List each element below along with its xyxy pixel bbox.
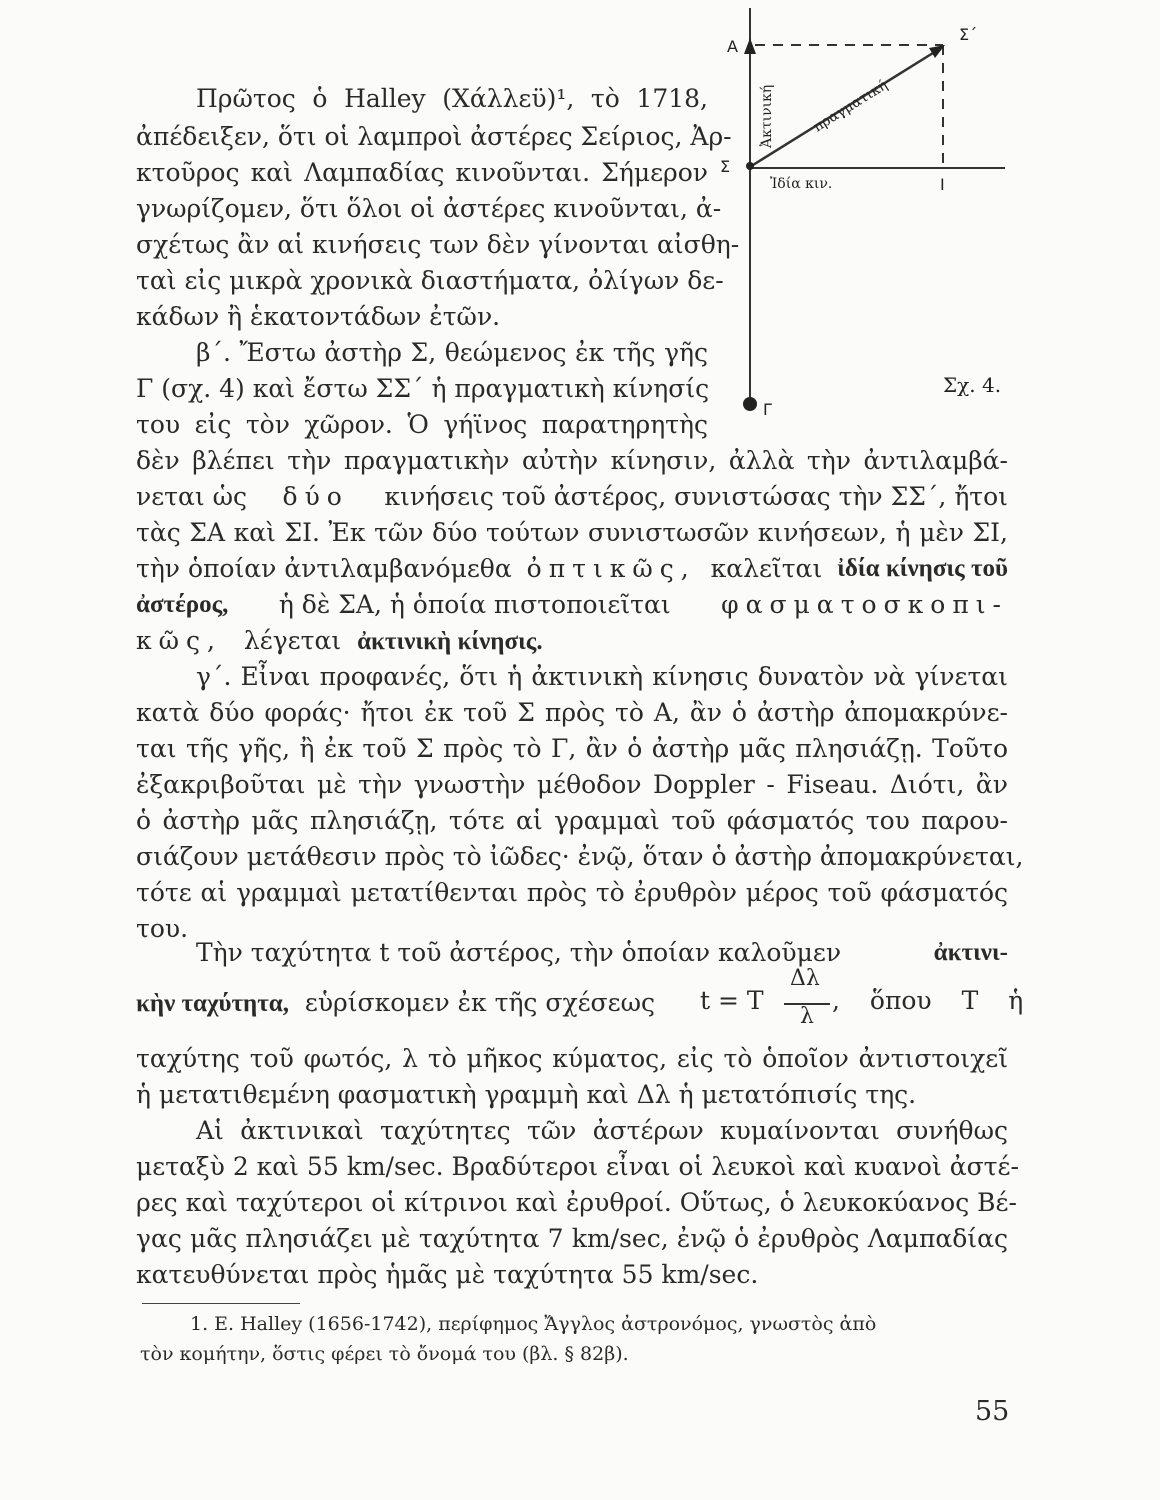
label-s-prime: Σ΄ <box>959 25 978 44</box>
p3-line-6: σιάζουν μετάθεσιν πρὸς τὸ ἰῶδες· ἐνῷ, ὅταν ὁ ἀστὴρ ἀπομακρύνεται, <box>136 842 1024 871</box>
p2-line-4: δὲν βλέπει τὴν πραγματικὴν αὐτὴν κίνησιν, ἀλλὰ τὴν ἀντιλαμβά- <box>136 446 1008 475</box>
p2-line-3: του εἰς τὸν χῶρον. Ὁ γήϊνος παρατηρητὴς <box>136 410 708 439</box>
earth-g-dot <box>743 397 757 411</box>
label-radial: Ἀκτινική <box>759 84 775 148</box>
arrow-head-radial <box>744 38 756 54</box>
p2-line-5-c: κινήσεις τοῦ ἀστέρος, συνιστώσας τὴν ΣΣ΄, ἤτοι <box>384 482 1008 511</box>
p3-line-3: ται τῆς γῆς, ἢ ἐκ τοῦ Σ πρὸς τὸ Γ, ἂν ὁ ἀστὴρ μᾶς πλησιάζῃ. Τοῦτο <box>136 734 1008 763</box>
label-real: πραγματική <box>810 77 891 136</box>
p3-line-2: κατὰ δύο φοράς· ἤτοι ἐκ τοῦ Σ πρὸς τὸ Α, ἂν ὁ ἀστὴρ ἀπομακρύνε- <box>136 698 1008 727</box>
p1-line-6: ταὶ εἰς μικρὰ χρονικὰ διαστήματα, ὀλίγων δε- <box>136 266 724 295</box>
p1-line-4: γνωρίζομεν, ὅτι ὅλοι οἱ ἀστέρες κινοῦνται, ἀ- <box>136 194 722 223</box>
label-i: Ι <box>940 175 945 194</box>
label-g: Γ <box>763 400 772 419</box>
label-proper: Ἰδία κιν. <box>770 176 833 192</box>
figure-caption: Σχ. 4. <box>943 373 1002 397</box>
p4-line-4: ἡ μετατιθεμένη φασματικὴ γραμμὴ καὶ Δλ ἡ μετατόπισίς της. <box>136 1080 917 1109</box>
p4-line-1-b: ἀκτινι- <box>933 939 1008 966</box>
p5-line-5: κατευθύνεται πρὸς ἡμᾶς μὲ ταχύτητα 55 km/sec. <box>136 1260 759 1289</box>
formula-tail: , ὅπου T ἡ <box>832 986 1024 1015</box>
p1-line-7: κάδων ἢ ἑκατοντάδων ἐτῶν. <box>136 302 501 331</box>
p2-line-7-d: ἰδία κίνησις τοῦ <box>837 555 1008 582</box>
p5-line-2: μεταξὺ 2 καὶ 55 km/sec. Βραδύτεροι εἶναι οἱ λευκοὶ καὶ κυανοὶ ἀστέ- <box>136 1152 1019 1181</box>
formula-numerator: Δλ <box>790 966 820 991</box>
figure-4-diagram <box>715 0 1015 420</box>
p2-line-7 <box>136 552 1008 586</box>
p3-line-7: τότε αἱ γραμμαὶ μετατίθενται πρὸς τὸ ἐρυθρὸν μέρος τοῦ φάσματός <box>136 878 1008 907</box>
formula-denominator: λ <box>800 1004 814 1029</box>
label-s: Σ <box>720 157 731 176</box>
p2-line-7-b: ὀπτικῶς, <box>526 554 696 583</box>
p4-line-2-b: εὑρίσκομεν ἐκ τῆς σχέσεως <box>304 988 655 1017</box>
p4-line-3: ταχύτης τοῦ φωτός, λ τὸ μῆκος κύματος, εἰς τὸ ὁποῖον ἀντιστοιχεῖ <box>136 1044 1008 1073</box>
footnote-line-1: 1. E. Halley (1656-1742), περίφημος Ἄγγλος ἀστρονόμος, γνωστὸς ἀπὸ <box>190 1313 877 1335</box>
p5-line-4: γας μᾶς πλησιάζει μὲ ταχύτητα 7 km/sec, ἐνῷ ὁ ἐρυθρὸς Λαμπαδίας <box>136 1224 1008 1253</box>
p2-line-9-a: κῶς, <box>136 626 222 655</box>
p2-line-6: τὰς ΣΑ καὶ ΣΙ. Ἐκ τῶν δύο τούτων συνιστωσῶν κινήσεων, ἡ μὲν ΣΙ, <box>136 518 1008 547</box>
p2-line-8-b: ἡ δὲ ΣΑ, ἡ ὁποία πιστοποιεῖται <box>278 590 671 619</box>
p2-line-8-c: φασματοσκοπι- <box>721 590 1008 619</box>
footnote-separator <box>142 1303 300 1304</box>
p2-line-5-a: νεται ὡς <box>136 482 247 511</box>
star-s-dot <box>746 162 754 170</box>
p3-line-1: γ΄. Εἶναι προφανές, ὅτι ἡ ἀκτινικὴ κίνησις δυνατὸν νὰ γίνεται <box>196 662 1008 691</box>
p2-line-7-c: καλεῖται <box>710 554 823 583</box>
p2-line-7-a: τὴν ὁποίαν ἀντιλαμβανόμεθα <box>136 554 512 583</box>
p1-line-5: σχέτως ἂν αἱ κινήσεις των δὲν γίνονται αἰσθη- <box>136 230 740 259</box>
p1-line-1: Πρῶτος ὁ Halley (Χάλλεϋ)¹, τὸ 1718, <box>196 84 708 113</box>
p2-line-9 <box>136 624 543 659</box>
formula-lhs: t = T <box>700 986 764 1015</box>
p2-line-9-c: ἀκτινικὴ κίνησις. <box>357 628 543 655</box>
p2-line-8 <box>136 588 1008 622</box>
p4-line-1 <box>196 936 1008 970</box>
p2-line-1: β΄. Ἔστω ἀστὴρ Σ, θεώμενος ἐκ τῆς γῆς <box>196 338 708 367</box>
p3-line-4: ἐξακριβοῦται μὲ τὴν γνωστὴν μέθοδον Doppler - Fiseau. Διότι, ἂν <box>136 770 1008 799</box>
p2-line-2: Γ (σχ. 4) καὶ ἔστω ΣΣ΄ ἡ πραγματικὴ κίνησίς <box>136 374 710 403</box>
p3-line-8: του. <box>136 914 189 943</box>
page-number: 55 <box>975 1396 1010 1427</box>
p1-line-3: κτοῦρος καὶ Λαμπαδίας κινοῦνται. Σήμερον <box>136 158 708 187</box>
p3-line-5: ὁ ἀστὴρ μᾶς πλησιάζῃ, τότε αἱ γραμμαὶ τοῦ φάσματός του παρου- <box>136 806 1008 835</box>
p2-line-5-b: δύο <box>282 482 349 511</box>
p2-line-9-b: λέγεται <box>243 626 342 655</box>
label-a: Α <box>727 37 738 56</box>
p5-line-1: Αἱ ἀκτινικαὶ ταχύτητες τῶν ἀστέρων κυμαίνονται συνήθως <box>196 1116 1008 1145</box>
p2-line-8-a: ἀστέρος, <box>136 591 229 618</box>
footnote-line-2: τὸν κομήτην, ὅστις φέρει τὸ ὄνομά του (βλ. § 82β). <box>140 1343 629 1365</box>
p2-line-5 <box>136 480 1008 514</box>
p4-line-2-a: κὴν ταχύτητα, <box>136 990 289 1017</box>
p4-line-1-a: Τὴν ταχύτητα t τοῦ ἀστέρος, τὴν ὁποίαν καλοῦμεν <box>196 938 842 967</box>
p5-line-3: ρες καὶ ταχύτεροι οἱ κίτρινοι καὶ ἐρυθροί. Οὕτως, ὁ λευκοκύανος Βέ- <box>136 1188 1017 1217</box>
p1-line-2: ἀπέδειξεν, ὅτι οἱ λαμπροὶ ἀστέρες Σείριος, Ἀρ- <box>136 122 732 151</box>
